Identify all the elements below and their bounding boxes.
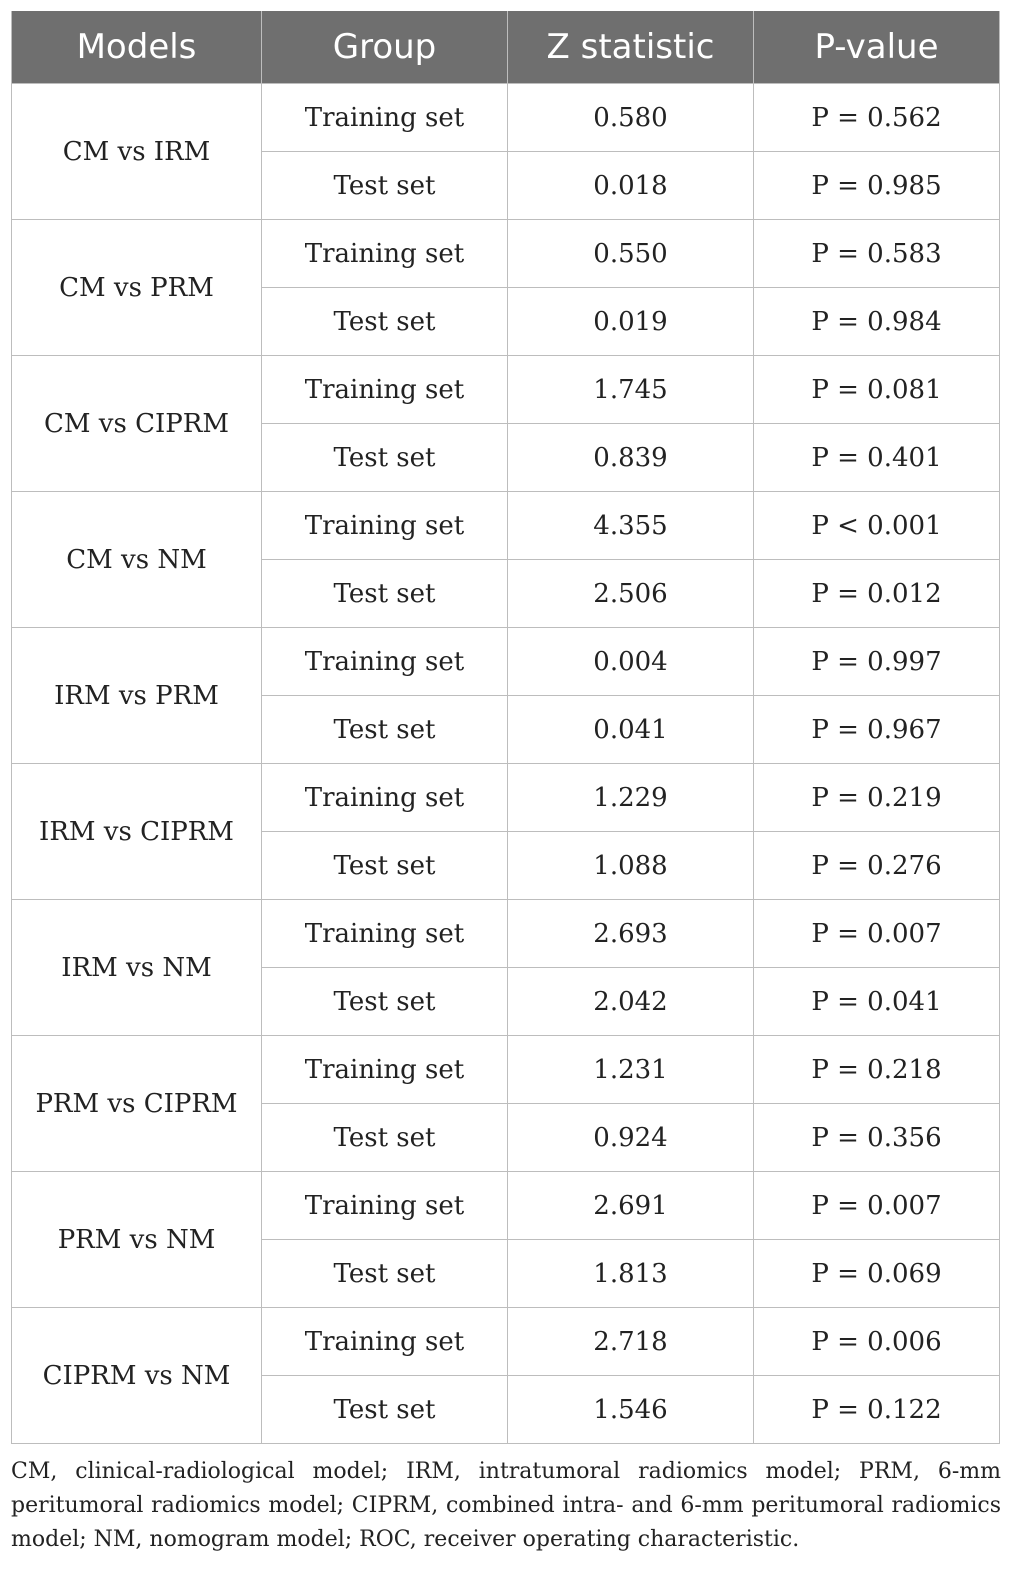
model-comparison-table bbox=[11, 11, 1000, 1444]
header-z-statistic: Z statistic bbox=[508, 11, 754, 84]
p-value-cell: P = 0.081 bbox=[754, 356, 1000, 424]
group-cell: Test set bbox=[262, 1240, 508, 1308]
z-statistic-cell: 1.088 bbox=[508, 832, 754, 900]
p-value-cell: P = 0.041 bbox=[754, 968, 1000, 1036]
comparison-table-container bbox=[11, 11, 999, 1444]
table-header bbox=[12, 11, 1000, 84]
group-cell: Test set bbox=[262, 696, 508, 764]
group-cell: Test set bbox=[262, 560, 508, 628]
group-cell: Test set bbox=[262, 288, 508, 356]
z-statistic-cell: 4.355 bbox=[508, 492, 754, 560]
group-cell: Training set bbox=[262, 220, 508, 288]
p-value-cell: P = 0.007 bbox=[754, 900, 1000, 968]
group-cell: Test set bbox=[262, 152, 508, 220]
z-statistic-cell: 2.691 bbox=[508, 1172, 754, 1240]
model-comparison-cell: CM vs IRM bbox=[12, 84, 262, 220]
table-row bbox=[12, 492, 1000, 560]
p-value-cell: P = 0.401 bbox=[754, 424, 1000, 492]
p-value-cell: P = 0.218 bbox=[754, 1036, 1000, 1104]
group-cell: Test set bbox=[262, 832, 508, 900]
z-statistic-cell: 2.506 bbox=[508, 560, 754, 628]
group-cell: Training set bbox=[262, 628, 508, 696]
p-value-cell: P = 0.984 bbox=[754, 288, 1000, 356]
p-value-cell: P = 0.562 bbox=[754, 84, 1000, 152]
p-value-cell: P = 0.985 bbox=[754, 152, 1000, 220]
table-row bbox=[12, 220, 1000, 288]
p-value-cell: P = 0.276 bbox=[754, 832, 1000, 900]
model-comparison-cell: CM vs CIPRM bbox=[12, 356, 262, 492]
table-row bbox=[12, 764, 1000, 832]
table-body bbox=[12, 84, 1000, 1444]
group-cell: Training set bbox=[262, 492, 508, 560]
z-statistic-cell: 1.546 bbox=[508, 1376, 754, 1444]
p-value-cell: P = 0.583 bbox=[754, 220, 1000, 288]
table-row bbox=[12, 900, 1000, 968]
table-row bbox=[12, 628, 1000, 696]
group-cell: Training set bbox=[262, 84, 508, 152]
p-value-cell: P = 0.122 bbox=[754, 1376, 1000, 1444]
p-value-cell: P = 0.997 bbox=[754, 628, 1000, 696]
z-statistic-cell: 0.004 bbox=[508, 628, 754, 696]
model-comparison-cell: CIPRM vs NM bbox=[12, 1308, 262, 1444]
group-cell: Training set bbox=[262, 1036, 508, 1104]
model-comparison-cell: PRM vs NM bbox=[12, 1172, 262, 1308]
model-comparison-cell: IRM vs PRM bbox=[12, 628, 262, 764]
z-statistic-cell: 1.745 bbox=[508, 356, 754, 424]
table-row bbox=[12, 1308, 1000, 1376]
z-statistic-cell: 1.231 bbox=[508, 1036, 754, 1104]
group-cell: Training set bbox=[262, 1172, 508, 1240]
z-statistic-cell: 2.718 bbox=[508, 1308, 754, 1376]
z-statistic-cell: 0.924 bbox=[508, 1104, 754, 1172]
header-row bbox=[12, 11, 1000, 84]
z-statistic-cell: 1.229 bbox=[508, 764, 754, 832]
header-models: Models bbox=[12, 11, 262, 84]
p-value-cell: P = 0.012 bbox=[754, 560, 1000, 628]
table-row bbox=[12, 356, 1000, 424]
table-footnote: CM, clinical-radiological model; IRM, intratumoral radiomics model; PRM, 6-mm peritumoral radiomics model; CIPRM, combined intra- and 6-mm peritumoral radiomics model; NM, nomogram model; ROC, receiver operating characteristic. bbox=[11, 1459, 1001, 1552]
p-value-cell: P < 0.001 bbox=[754, 492, 1000, 560]
p-value-cell: P = 0.007 bbox=[754, 1172, 1000, 1240]
model-comparison-cell: IRM vs CIPRM bbox=[12, 764, 262, 900]
z-statistic-cell: 0.839 bbox=[508, 424, 754, 492]
model-comparison-cell: CM vs NM bbox=[12, 492, 262, 628]
p-value-cell: P = 0.356 bbox=[754, 1104, 1000, 1172]
p-value-cell: P = 0.967 bbox=[754, 696, 1000, 764]
group-cell: Training set bbox=[262, 764, 508, 832]
z-statistic-cell: 0.018 bbox=[508, 152, 754, 220]
z-statistic-cell: 0.580 bbox=[508, 84, 754, 152]
z-statistic-cell: 0.550 bbox=[508, 220, 754, 288]
z-statistic-cell: 0.019 bbox=[508, 288, 754, 356]
group-cell: Test set bbox=[262, 424, 508, 492]
group-cell: Training set bbox=[262, 356, 508, 424]
table-row bbox=[12, 1172, 1000, 1240]
p-value-cell: P = 0.069 bbox=[754, 1240, 1000, 1308]
group-cell: Test set bbox=[262, 1376, 508, 1444]
p-value-cell: P = 0.219 bbox=[754, 764, 1000, 832]
z-statistic-cell: 2.693 bbox=[508, 900, 754, 968]
model-comparison-cell: CM vs PRM bbox=[12, 220, 262, 356]
model-comparison-cell: PRM vs CIPRM bbox=[12, 1036, 262, 1172]
header-group: Group bbox=[262, 11, 508, 84]
group-cell: Training set bbox=[262, 900, 508, 968]
group-cell: Training set bbox=[262, 1308, 508, 1376]
z-statistic-cell: 2.042 bbox=[508, 968, 754, 1036]
p-value-cell: P = 0.006 bbox=[754, 1308, 1000, 1376]
header-p-value: P-value bbox=[754, 11, 1000, 84]
table-row bbox=[12, 1036, 1000, 1104]
z-statistic-cell: 0.041 bbox=[508, 696, 754, 764]
group-cell: Test set bbox=[262, 968, 508, 1036]
model-comparison-cell: IRM vs NM bbox=[12, 900, 262, 1036]
z-statistic-cell: 1.813 bbox=[508, 1240, 754, 1308]
table-row bbox=[12, 84, 1000, 152]
group-cell: Test set bbox=[262, 1104, 508, 1172]
